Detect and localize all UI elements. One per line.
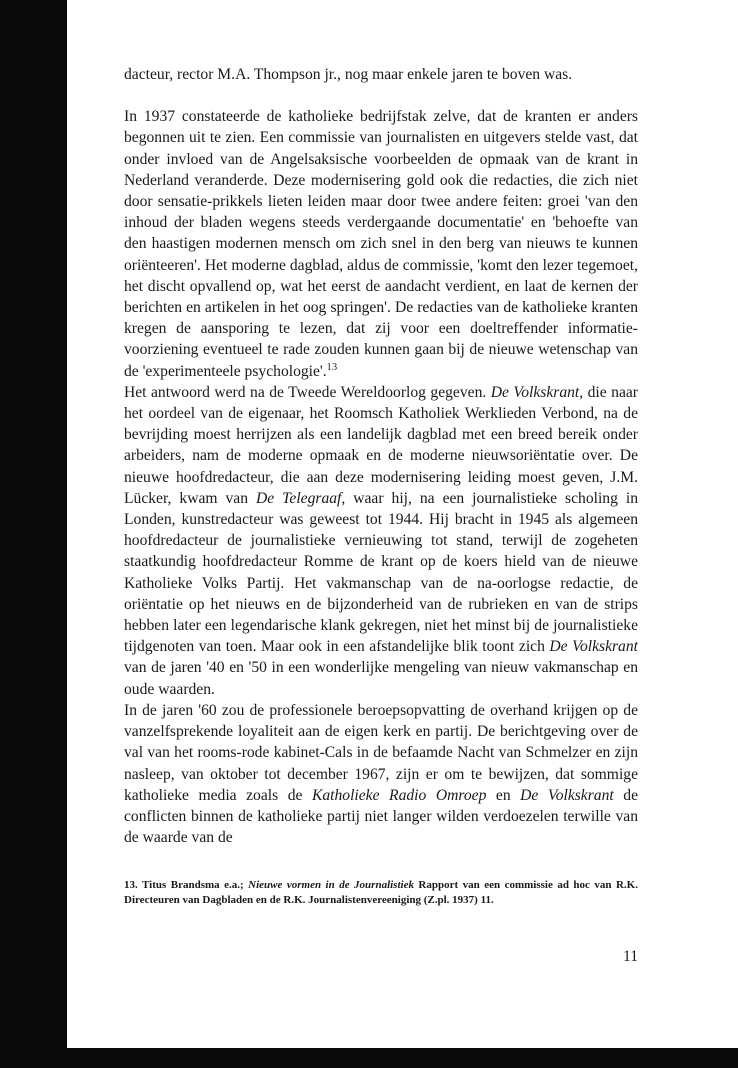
footnote-text: 13. Titus Brandsma e.a.;	[124, 879, 249, 891]
paragraph-4	[124, 700, 638, 848]
newspaper-title: De Telegraaf	[256, 489, 342, 507]
paragraph-3	[124, 382, 638, 700]
newspaper-title: De Volkskrant	[549, 638, 638, 656]
newspaper-title: De Volkskrant	[520, 786, 614, 804]
footnote-text: Rapport van een commissie ad hoc van R.K. Directeuren van Dagbladen en de R.K. Journalistenvereeniging (Z.pl. 1937) 11.	[124, 879, 638, 906]
paragraph-3-text: , die naar het oordeel van de eigenaar, het Roomsch Katholiek Werklieden Verbond, na de bevrijding moest herrijzen als een landelijk dagblad met een breed bereik onder arbeiders, nam de moderne opmaak en de moderne nieuwsoriëntatie over. De nieuwe hoofdredacteur, die aan deze modernisering leiding moest geven, J.M. Lücker, kwam van	[124, 383, 638, 507]
paragraph-3-text: Het antwoord werd na de Tweede Wereldoorlog gegeven.	[124, 383, 491, 401]
paragraph-4-text: In de jaren '60 zou de professionele beroepsopvatting de overhand krijgen op de vanzelfsprekende loyaliteit aan de eigen kerk en partij. De berichtgeving over de val van het rooms-rode kabinet-Cals in de befaamde Nacht van Schmelzer en zijn nasleep, van oktober tot december 1967, zijn er om te bewijzen, dat sommige katholieke media zoals de	[124, 701, 638, 804]
body-text	[124, 64, 638, 848]
paragraph-2-text: In 1937 constateerde de katholieke bedrijfstak zelve, dat de kranten er anders begonnen uit te zien. Een commissie van journalisten en uitgevers stelde vast, dat onder invloed van de Angelsaksische voorbeelden de opmaak van de krant in Nederland veranderde. Deze modernisering gold ook die redacties, die zich niet door sensatie-prikkels lieten leiden maar door twee andere feiten: groei 'van den inhoud der bladen wegens steeds verdergaande documentatie' en 'behoefte van den haastigen modernen mensch om zich snel in den berg van nieuws te kunnen oriënteeren'. Het moderne dagblad, aldus de commissie, 'komt den lezer tegemoet, het discht opvallend op, wat het eerst de aandacht verdient, en laat de kernen der berichten en artikelen in het oog springen'. De redacties van de katholieke kranten kregen de aansporing te lezen, dat zij voor een doeltreffender informatie-voorziening eventueel te rade zouden kunnen gaan bij de nieuwe wetenschap van de 'experimenteele psychologie'.	[124, 108, 638, 380]
footnote	[124, 878, 638, 908]
scan-left-border	[0, 0, 67, 1068]
paragraph-1: dacteur, rector M.A. Thompson jr., nog maar enkele jaren te boven was.	[124, 66, 573, 83]
page-number: 11	[622, 948, 638, 965]
paragraph-3-text: , waar hij, na een journalistieke scholing in Londen, kunstredacteur was geweest tot 1944. Hij bracht in 1945 als algemeen hoofdredacteur de journalistieke vernieuwing tot stand, terwijl de zogeheten staatkundig hoofdredacteur Romme de krant op de koers hield van de nieuwe Katholieke Volks Partij. Het vakmanschap van de na-oorlogse redactie, de oriëntatie op het nieuws en de bijzonderheid van de rubrieken en van de strips hebben later een legendarische klank gekregen, niet het minst bij de journalistieke tijdgenoten van toen. Maar ook in een afstandelijke blik toont zich	[124, 489, 638, 656]
footnote-title: Nieuwe vormen in de Journalistiek	[248, 879, 414, 891]
broadcaster-title: Katholieke Radio Omroep	[311, 786, 487, 804]
newspaper-title: De Volkskrant	[490, 383, 580, 401]
paragraph-2	[124, 106, 638, 382]
paragraph-4-text: de conflicten binnen de katholieke partij niet langer wilden verdoezelen terwille van de waarde van de	[124, 786, 638, 847]
footnote-reference: 13	[326, 361, 338, 373]
paragraph-4-text: en	[486, 786, 521, 804]
paragraph-3-text: van de jaren '40 en '50 in een wonderlijke mengeling van nieuw vakmanschap en oude waarden.	[124, 659, 638, 698]
scan-bottom-border	[67, 1048, 738, 1068]
